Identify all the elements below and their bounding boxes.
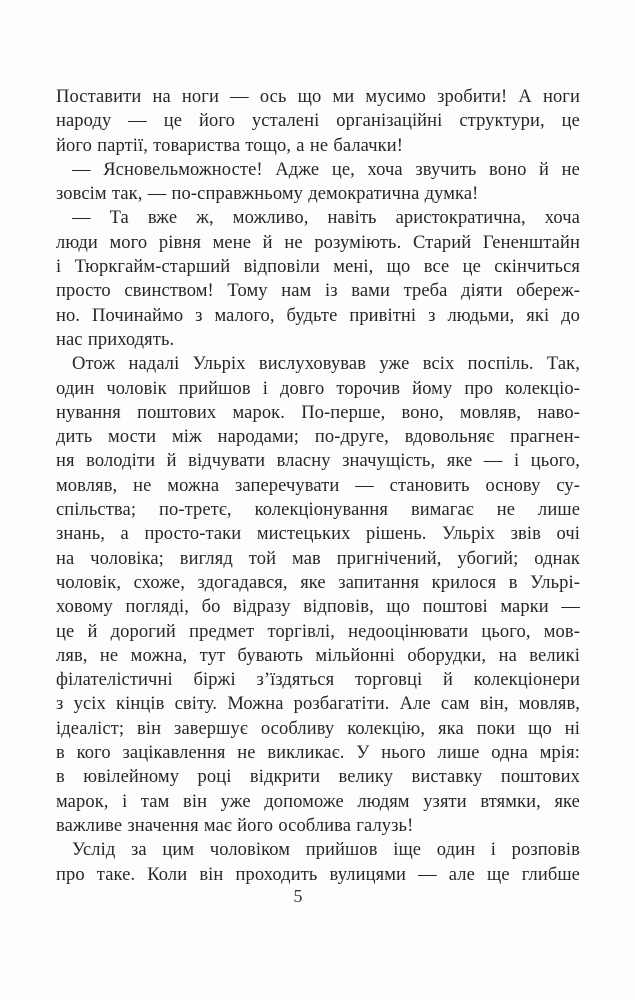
text-line: чоловік, схоже, здогадався, яке запитання крилося в Ульрі-	[56, 572, 580, 593]
text-line: ня володіти й відчувати власну значущість, яке — і цього,	[56, 451, 580, 472]
paragraph	[56, 206, 580, 352]
text-line: на чоловіка; вигляд той мав пригнічений, убогий; однак	[56, 548, 580, 569]
text-line: народу — це його усталені організаційні структури, це	[56, 111, 580, 132]
text-line: — Та вже ж, можливо, навіть аристократична, хоча	[72, 208, 580, 229]
text-line: ховому погляді, бо відразу відповів, що поштові марки —	[56, 597, 580, 618]
text-line: філателістичні біржі з’їздяться торговці й колекціонери	[56, 670, 580, 691]
text-block	[56, 85, 580, 887]
text-line: нас приходять.	[56, 329, 175, 350]
paragraph	[56, 85, 580, 158]
text-line: марок, і там він уже допоможе людям узяти втямки, яке	[56, 791, 580, 812]
text-line: і Тюркгайм-старший відповіли мені, що все це скінчиться	[56, 257, 580, 278]
text-line: но. Починаймо з малого, будьте привітні з людьми, які до	[56, 305, 580, 326]
text-line: його партії, товариства тощо, а не балачки!	[56, 135, 404, 156]
paragraph	[56, 352, 580, 838]
text-line: просто свинством! Тому нам із вами треба діяти обереж-	[56, 281, 580, 302]
text-line: в кого зацікавлення не викликає. У нього лише одна мрія:	[56, 743, 580, 764]
text-line: знань, а просто-таки мистецьких рішень. Ульріх звів очі	[56, 524, 580, 545]
text-line: один чоловік прийшов і довго торочив йому про колекціо-	[56, 378, 580, 399]
text-line: в ювілейному році відкрити велику виставку поштових	[56, 767, 580, 788]
text-line: дить мости між народами; по-друге, вдовольняє прагнен-	[56, 427, 580, 448]
text-line: мовляв, не можна заперечувати — становить основу су-	[56, 475, 580, 496]
text-line: з усіх кінців світу. Можна розбагатіти. Але сам він, мовляв,	[56, 694, 580, 715]
text-line: про таке. Коли він проходить вулицями — але ще глибше	[56, 864, 580, 885]
paragraph	[56, 838, 580, 887]
paragraph	[56, 158, 580, 207]
text-line: Услід за цим чоловіком прийшов іще один і розповів	[72, 840, 580, 861]
text-line: — Ясновельможносте! Адже це, хоча звучить воно й не	[72, 159, 580, 180]
text-line: зовсім так, — по-справжньому демократична думка!	[56, 184, 479, 205]
page-number: 5	[293, 886, 303, 906]
text-line: важливе значення має його особлива галузь!	[56, 815, 414, 836]
text-line: Поставити на ноги — ось що ми мусимо зробити! А ноги	[56, 87, 580, 107]
text-line: Отож надалі Ульріх вислуховував уже всіх поспіль. Так,	[72, 354, 580, 375]
text-line: ідеаліст; він завершує особливу колекцію, яка поки що ні	[56, 718, 580, 739]
text-line: нування поштових марок. По-перше, воно, мовляв, наво-	[56, 402, 580, 423]
text-line: ляв, не можна, тут бувають мільйонні оборудки, на великі	[56, 645, 580, 666]
text-line: це й дорогий предмет торгівлі, недооцінювати цього, мов-	[56, 621, 580, 642]
text-line: люди мого рівня мене й не розуміють. Старий Гененштайн	[56, 232, 580, 253]
text-line: спільства; по-третє, колекціонування вимагає не лише	[56, 500, 580, 521]
